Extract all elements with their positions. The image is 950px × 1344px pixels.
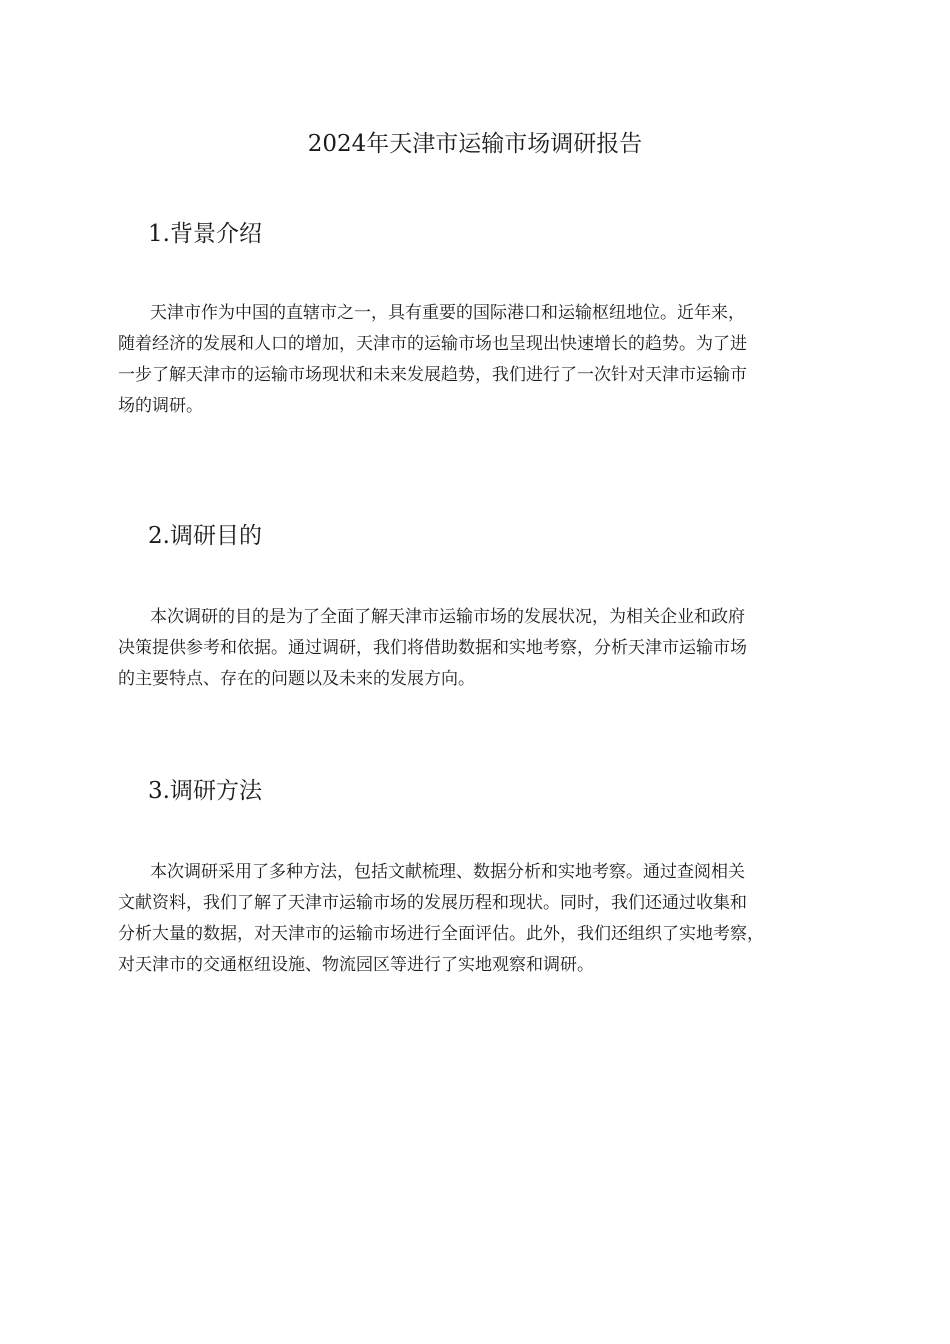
paragraph-line: 本次调研的目的是为了全面了解天津市运输市场的发展状况，为相关企业和政府 bbox=[150, 607, 745, 627]
paragraph-line: 本次调研采用了多种方法，包括文献梳理、数据分析和实地考察。通过查阅相关 bbox=[150, 862, 745, 882]
paragraph-line: 分析大量的数据，对天津市的运输市场进行全面评估。此外，我们还组织了实地考察， bbox=[118, 924, 764, 944]
section-heading-background: 1.背景介绍 bbox=[148, 221, 262, 247]
section-paragraph-method bbox=[118, 857, 838, 981]
paragraph-line: 场的调研。 bbox=[118, 396, 203, 416]
paragraph-line: 决策提供参考和依据。通过调研，我们将借助数据和实地考察，分析天津市运输市场 bbox=[118, 638, 747, 658]
section-paragraph-background bbox=[118, 298, 838, 422]
section-paragraph-purpose bbox=[118, 602, 838, 695]
paragraph-line: 对天津市的交通枢纽设施、物流园区等进行了实地观察和调研。 bbox=[118, 955, 594, 975]
section-heading-method: 3.调研方法 bbox=[148, 778, 262, 804]
paragraph-line: 天津市作为中国的直辖市之一，具有重要的国际港口和运输枢纽地位。近年来， bbox=[150, 303, 745, 323]
paragraph-line: 的主要特点、存在的问题以及未来的发展方向。 bbox=[118, 669, 475, 689]
paragraph-line: 随着经济的发展和人口的增加，天津市的运输市场也呈现出快速增长的趋势。为了进 bbox=[118, 334, 747, 354]
section-heading-purpose: 2.调研目的 bbox=[148, 523, 262, 549]
document-title: 2024年天津市运输市场调研报告 bbox=[307, 131, 643, 157]
paragraph-line: 一步了解天津市的运输市场现状和未来发展趋势，我们进行了一次针对天津市运输市 bbox=[118, 365, 747, 385]
paragraph-line: 文献资料，我们了解了天津市运输市场的发展历程和现状。同时，我们还通过收集和 bbox=[118, 893, 747, 913]
